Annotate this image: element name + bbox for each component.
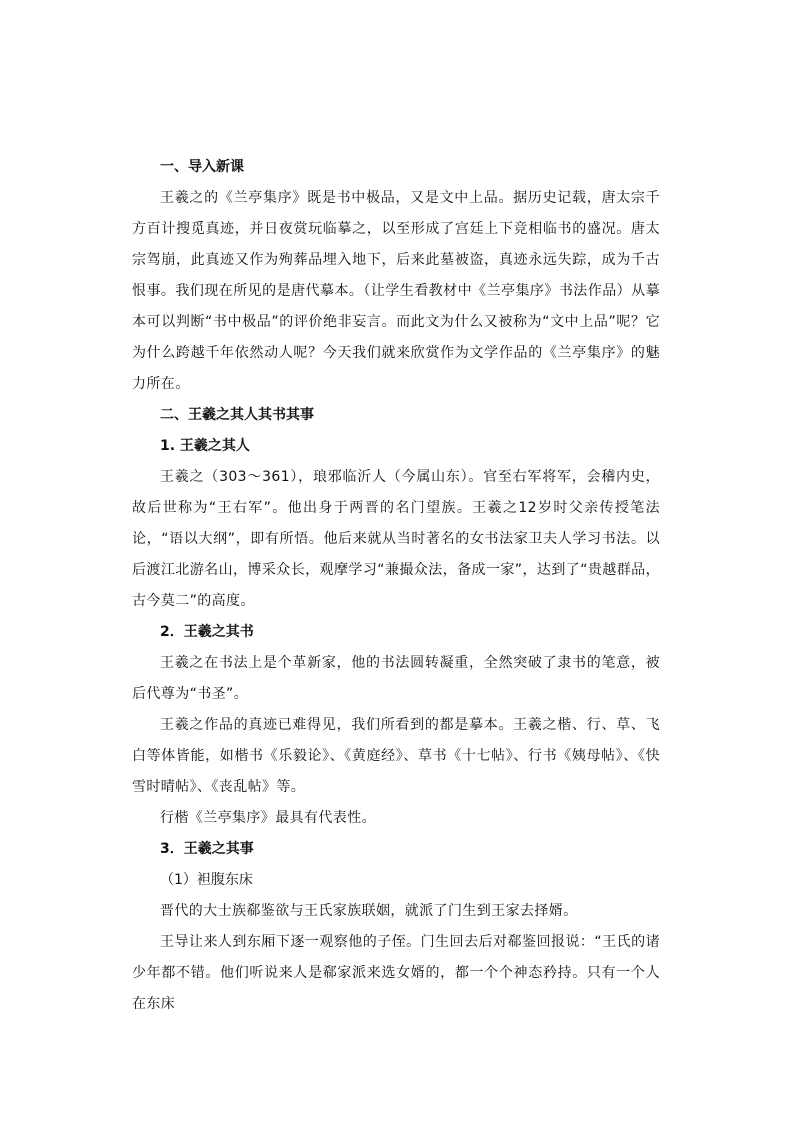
story-paragraph-2: 王导让来人到东厢下逐一观察他的子侄。门生回去后对郗鉴回报说：“王氏的诸少年都不错。他们听说来人是郗家派来选女婿的，都一个个神态矜持。只有一个人在东床 (132, 934, 660, 1012)
calligraphy-paragraph-3: 行楷《兰亭集序》最具有代表性。 (160, 810, 376, 826)
subsection-heading-person: 1. 王羲之其人 (160, 438, 250, 454)
subsection-heading-stories: 3．王羲之其事 (160, 841, 254, 857)
subsection-heading-calligraphy: 2．王羲之其书 (160, 624, 254, 640)
story-title: （1）袒腹东床 (160, 872, 253, 888)
intro-paragraph: 王羲之的《兰亭集序》既是书中极品，又是文中上品。据历史记载，唐太宗千方百计搜觅真迹，并日夜赏玩临摹之，以至形成了宫廷上下竞相临书的盛况。唐太宗驾崩，此真迹又作为殉葬品埋入地下，后来此墓被盗，真迹永远失踪，成为千古恨事。我们现在所见的是唐代摹本。（让学生看教材中《兰亭集序》书法作品）从摹本可以判断“书中极品”的评价绝非妄言。而此文为什么又被称为“文中上品”呢？它为什么跨越千年依然动人呢？今天我们就来欣赏作为文学作品的《兰亭集序》的魅力所在。 (132, 190, 660, 392)
section-heading-wang-xizhi: 二、王羲之其人其书其事 (160, 407, 314, 423)
story-paragraph-1: 晋代的大士族郗鉴欲与王氏家族联姻，就派了门生到王家去择婿。 (160, 903, 578, 919)
document-body (132, 152, 660, 1020)
person-paragraph: 王羲之（303～361），琅邪临沂人（今属山东）。官至右军将军，会稽内史，故后世称为“王右军”。他出身于两晋的名门望族。王羲之12岁时父亲传授笔法论，“语以大纲”，即有所悟。他后来就从当时著名的女书法家卫夫人学习书法。以后渡江北游名山，博采众长，观摩学习“兼撮众法，备成一家”，达到了“贵越群品，古今莫二”的高度。 (132, 469, 660, 609)
section-heading-intro: 一、导入新课 (160, 159, 244, 175)
calligraphy-paragraph-2: 王羲之作品的真迹已难得见，我们所看到的都是摹本。王羲之楷、行、草、飞白等体皆能，如楷书《乐毅论》、《黄庭经》、草书《十七帖》、行书《姨母帖》、《快雪时晴帖》、《丧乱帖》等。 (132, 717, 660, 795)
calligraphy-paragraph-1: 王羲之在书法上是个革新家，他的书法圆转凝重，全然突破了隶书的笔意，被后代尊为“书圣”。 (132, 655, 660, 702)
